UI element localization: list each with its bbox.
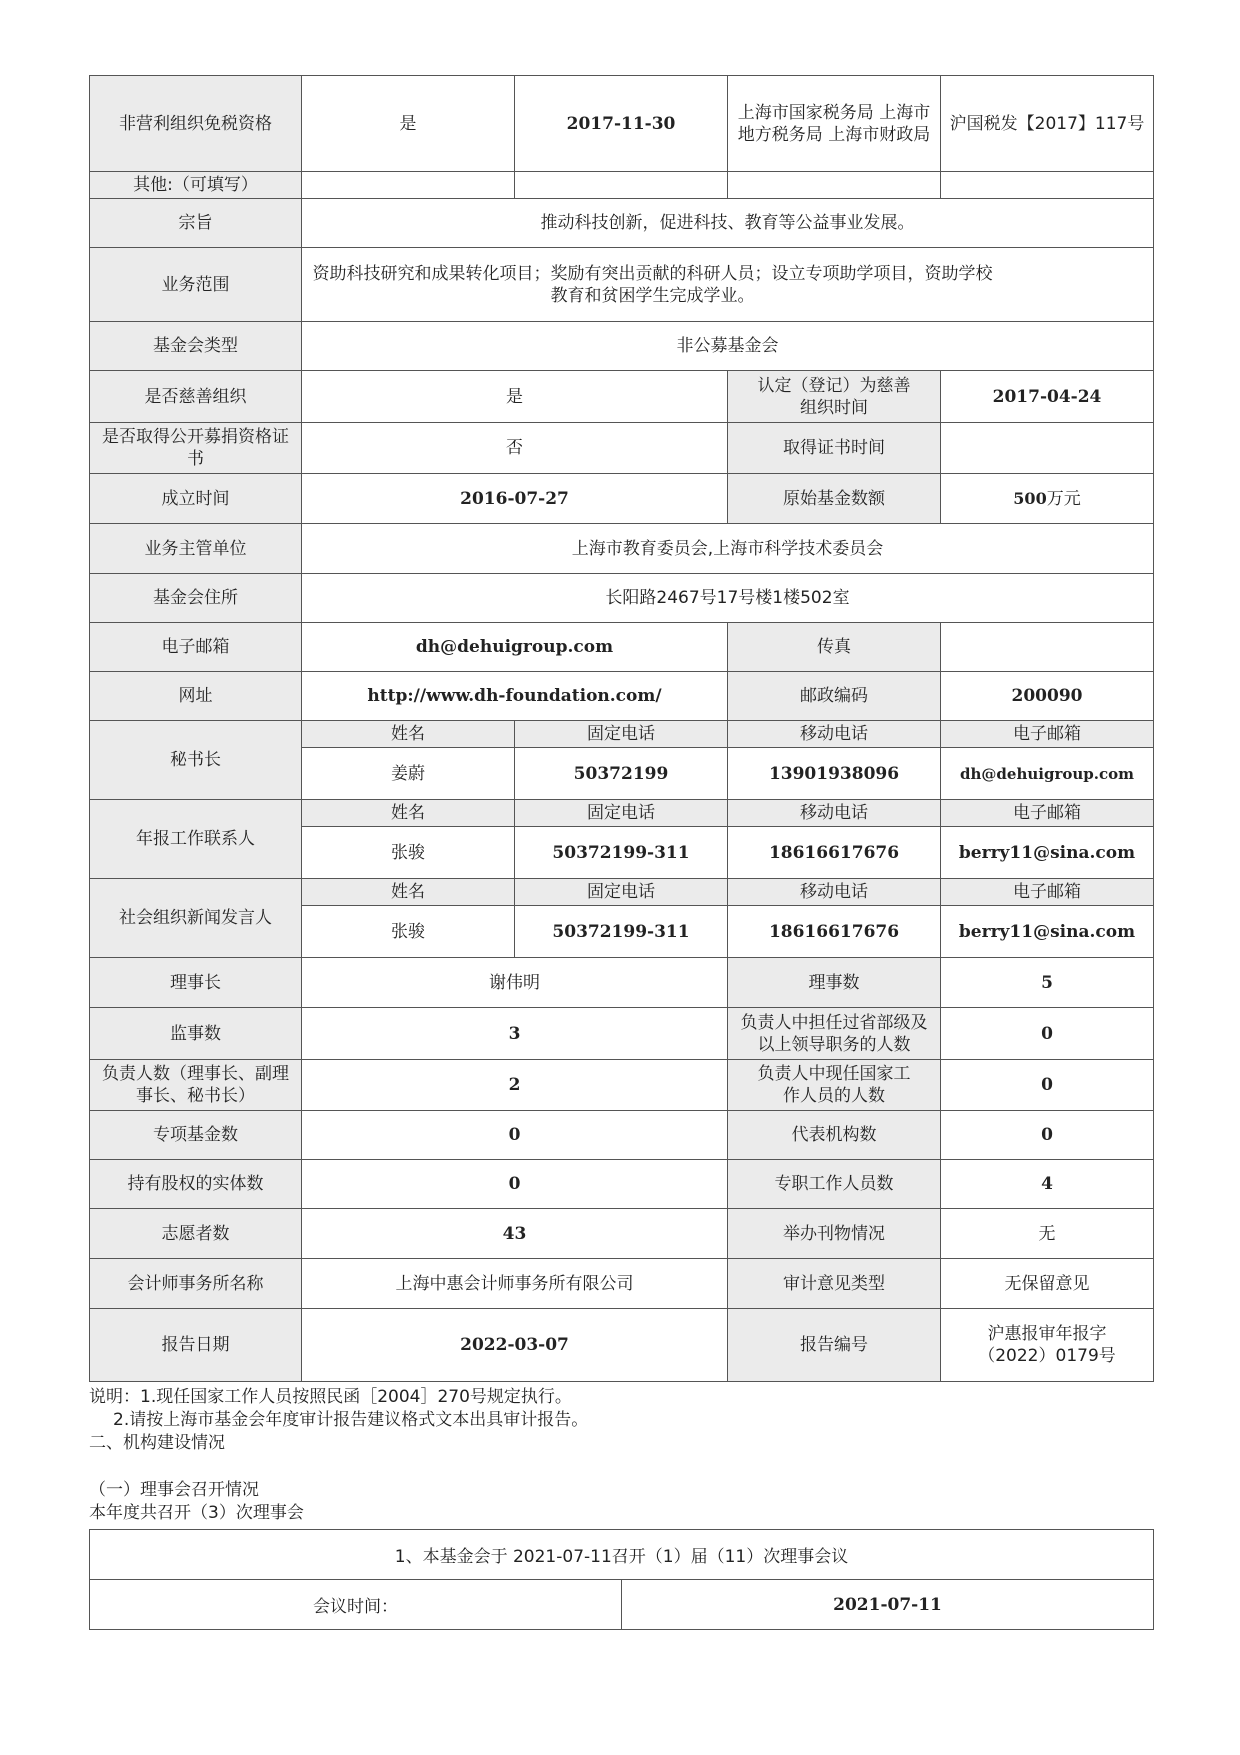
row-supervisor	[90, 524, 1154, 574]
secretary-name: 姜蔚	[302, 748, 515, 800]
secretary-email: dh@dehuigroup.com	[941, 748, 1154, 800]
spokesperson-label: 社会组织新闻发言人	[90, 879, 302, 958]
purpose-label: 宗旨	[90, 199, 302, 248]
row-founded	[90, 474, 1154, 524]
fundraising-value: 否	[302, 423, 728, 474]
row-scope	[90, 248, 1154, 322]
volunteers-value: 43	[302, 1209, 728, 1259]
fund-type-value: 非公募基金会	[302, 322, 1154, 371]
tax-exempt-label: 非营利组织免税资格	[90, 76, 302, 172]
tax-exempt-date: 2017-11-30	[515, 76, 728, 172]
volunteers-label: 志愿者数	[90, 1209, 302, 1259]
report-date-value: 2022-03-07	[302, 1309, 728, 1382]
other-cell-2	[515, 172, 728, 199]
fax-label: 传真	[728, 623, 941, 672]
row-equity	[90, 1160, 1154, 1209]
row-report-contact-header	[90, 800, 1154, 827]
row-chairman	[90, 958, 1154, 1008]
rep-offices-label: 代表机构数	[728, 1111, 941, 1160]
report-contact-name: 张骏	[302, 827, 515, 879]
publications-label: 举办刊物情况	[728, 1209, 941, 1259]
tax-exempt-authority: 上海市国家税务局 上海市地方税务局 上海市财政局	[728, 76, 941, 172]
note-line-1: 说明：1.现任国家工作人员按照民函［2004］270号规定执行。	[89, 1387, 572, 1407]
secretary-phone: 50372199	[515, 748, 728, 800]
chairman-label: 理事长	[90, 958, 302, 1008]
org-info-table	[89, 75, 1154, 1382]
publications-value: 无	[941, 1209, 1154, 1259]
address-label: 基金会住所	[90, 574, 302, 623]
other-label: 其他:（可填写）	[90, 172, 302, 199]
spokesperson-email: berry11@sina.com	[941, 906, 1154, 958]
row-fundraising	[90, 423, 1154, 474]
zip-value: 200090	[941, 672, 1154, 721]
other-cell-1	[302, 172, 515, 199]
email-value: dh@dehuigroup.com	[302, 623, 728, 672]
initial-fund-unit: 万元	[1046, 488, 1081, 509]
director-count-value: 5	[941, 958, 1154, 1008]
former-officials-label: 负责人中担任过省部级及以上领导职务的人数	[728, 1008, 941, 1060]
fundraising-date-label: 取得证书时间	[728, 423, 941, 474]
chairman-value: 谢伟明	[302, 958, 728, 1008]
supervisor-label: 业务主管单位	[90, 524, 302, 574]
tax-exempt-value: 是	[302, 76, 515, 172]
report-contact-email: berry11@sina.com	[941, 827, 1154, 879]
meeting-count: 本年度共召开（3）次理事会	[89, 1503, 304, 1523]
meeting-table	[89, 1529, 1154, 1630]
current-officials-value: 0	[941, 1060, 1154, 1111]
meeting-title: 1、本基金会于 2021-07-11召开（1）届（11）次理事会议	[90, 1530, 1154, 1580]
page	[89, 75, 1153, 1630]
equity-label: 持有股权的实体数	[90, 1160, 302, 1209]
report-contact-email-header: 电子邮箱	[941, 800, 1154, 827]
charity-value: 是	[302, 371, 728, 423]
secretary-mobile-header: 移动电话	[728, 721, 941, 748]
tax-exempt-doc-no: 沪国税发【2017】117号	[941, 76, 1154, 172]
spokesperson-name: 张骏	[302, 906, 515, 958]
special-funds-value: 0	[302, 1111, 728, 1160]
report-contact-phone: 50372199-311	[515, 827, 728, 879]
rep-offices-value: 0	[941, 1111, 1154, 1160]
report-contact-phone-header: 固定电话	[515, 800, 728, 827]
secretary-mobile: 13901938096	[728, 748, 941, 800]
report-contact-name-header: 姓名	[302, 800, 515, 827]
spokesperson-mobile: 18616617676	[728, 906, 941, 958]
accounting-value: 上海中惠会计师事务所有限公司	[302, 1259, 728, 1309]
scope-label: 业务范围	[90, 248, 302, 322]
fundraising-label: 是否取得公开募捐资格证书	[90, 423, 302, 474]
report-contact-label: 年报工作联系人	[90, 800, 302, 879]
row-address	[90, 574, 1154, 623]
row-volunteers	[90, 1209, 1154, 1259]
initial-fund-value	[941, 474, 1154, 524]
spokesperson-phone-header: 固定电话	[515, 879, 728, 906]
staff-label: 专职工作人员数	[728, 1160, 941, 1209]
charity-date: 2017-04-24	[941, 371, 1154, 423]
meeting-title-row	[90, 1530, 1154, 1580]
secretary-label: 秘书长	[90, 721, 302, 800]
zip-label: 邮政编码	[728, 672, 941, 721]
website-value: http://www.dh-foundation.com/	[302, 672, 728, 721]
supervisors-label: 监事数	[90, 1008, 302, 1060]
report-no-value: 沪惠报审年报字（2022）0179号	[941, 1309, 1154, 1382]
row-secretary-header	[90, 721, 1154, 748]
row-tax-exempt	[90, 76, 1154, 172]
meeting-time-row	[90, 1580, 1154, 1630]
spokesperson-phone: 50372199-311	[515, 906, 728, 958]
fundraising-date	[941, 423, 1154, 474]
supervisors-value: 3	[302, 1008, 728, 1060]
equity-value: 0	[302, 1160, 728, 1209]
subsection-heading: （一）理事会召开情况	[89, 1480, 259, 1500]
director-count-label: 理事数	[728, 958, 941, 1008]
secretary-phone-header: 固定电话	[515, 721, 728, 748]
leaders-label: 负责人数（理事长、副理事长、秘书长）	[90, 1060, 302, 1111]
report-date-label: 报告日期	[90, 1309, 302, 1382]
charity-date-label: 认定（登记）为慈善组织时间	[728, 371, 941, 423]
founded-value: 2016-07-27	[302, 474, 728, 524]
note-line-2: 2.请按上海市基金会年度审计报告建议格式文本出具审计报告。	[113, 1410, 589, 1430]
former-officials-value: 0	[941, 1008, 1154, 1060]
row-report	[90, 1309, 1154, 1382]
accounting-label: 会计师事务所名称	[90, 1259, 302, 1309]
section-heading: 二、机构建设情况	[89, 1433, 225, 1453]
fund-type-label: 基金会类型	[90, 322, 302, 371]
row-website	[90, 672, 1154, 721]
staff-value: 4	[941, 1160, 1154, 1209]
notes	[89, 1386, 1153, 1525]
secretary-name-header: 姓名	[302, 721, 515, 748]
row-other	[90, 172, 1154, 199]
row-charity	[90, 371, 1154, 423]
meeting-time-value: 2021-07-11	[622, 1580, 1154, 1630]
charity-label: 是否慈善组织	[90, 371, 302, 423]
supervisor-value: 上海市教育委员会,上海市科学技术委员会	[302, 524, 1154, 574]
leaders-value: 2	[302, 1060, 728, 1111]
founded-label: 成立时间	[90, 474, 302, 524]
row-supervisors	[90, 1008, 1154, 1060]
row-leaders	[90, 1060, 1154, 1111]
audit-opinion-value: 无保留意见	[941, 1259, 1154, 1309]
initial-fund-label: 原始基金数额	[728, 474, 941, 524]
spokesperson-name-header: 姓名	[302, 879, 515, 906]
audit-opinion-label: 审计意见类型	[728, 1259, 941, 1309]
report-contact-mobile: 18616617676	[728, 827, 941, 879]
report-contact-mobile-header: 移动电话	[728, 800, 941, 827]
report-no-label: 报告编号	[728, 1309, 941, 1382]
meeting-time-label: 会议时间：	[90, 1580, 622, 1630]
spokesperson-mobile-header: 移动电话	[728, 879, 941, 906]
initial-fund-number: 500	[1013, 488, 1047, 508]
special-funds-label: 专项基金数	[90, 1111, 302, 1160]
row-email	[90, 623, 1154, 672]
row-accounting	[90, 1259, 1154, 1309]
other-cell-4	[941, 172, 1154, 199]
row-fund-type	[90, 322, 1154, 371]
secretary-email-header: 电子邮箱	[941, 721, 1154, 748]
fax-value	[941, 623, 1154, 672]
other-cell-3	[728, 172, 941, 199]
row-spokesperson-header	[90, 879, 1154, 906]
website-label: 网址	[90, 672, 302, 721]
purpose-value: 推动科技创新，促进科技、教育等公益事业发展。	[302, 199, 1154, 248]
scope-value: 资助科技研究和成果转化项目；奖励有突出贡献的科研人员；设立专项助学项目，资助学校教育和贫困学生完成学业。	[302, 248, 1154, 322]
row-purpose	[90, 199, 1154, 248]
email-label: 电子邮箱	[90, 623, 302, 672]
spokesperson-email-header: 电子邮箱	[941, 879, 1154, 906]
row-special-funds	[90, 1111, 1154, 1160]
current-officials-label: 负责人中现任国家工作人员的人数	[728, 1060, 941, 1111]
address-value: 长阳路2467号17号楼1楼502室	[302, 574, 1154, 623]
